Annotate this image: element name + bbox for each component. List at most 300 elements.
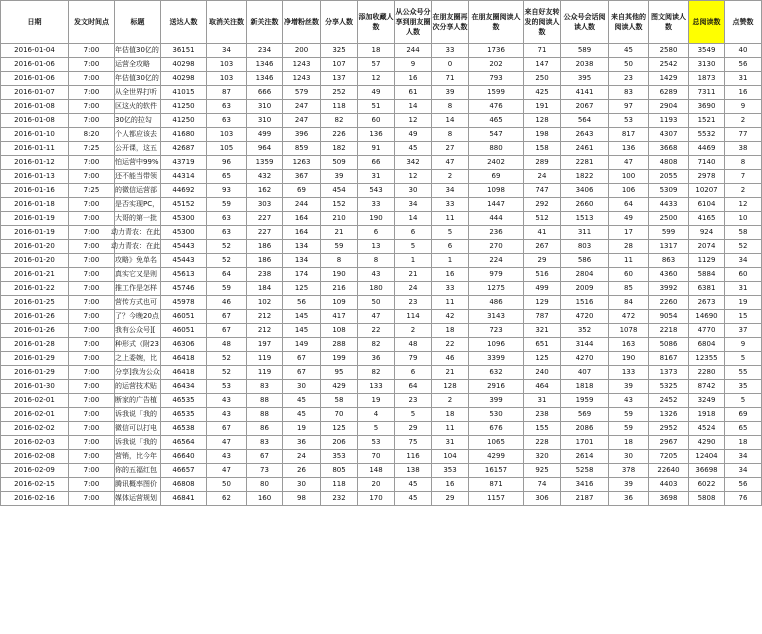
table-cell: 20	[358, 478, 395, 492]
table-cell: 4808	[649, 156, 689, 170]
table-cell: 59	[609, 408, 649, 422]
table-cell: 1157	[469, 492, 524, 506]
table-cell: 56	[725, 478, 762, 492]
table-cell: 7:00	[69, 464, 115, 478]
table-cell: 29	[395, 422, 432, 436]
table-cell: 44692	[161, 184, 207, 198]
table-cell: 2461	[561, 142, 609, 156]
table-cell: 22640	[649, 464, 689, 478]
table-cell: 1	[432, 254, 469, 268]
table-cell: 67	[247, 450, 283, 464]
table-cell: 5258	[561, 464, 609, 478]
table-cell: 964	[247, 142, 283, 156]
table-cell: 569	[561, 408, 609, 422]
table-cell: 55	[725, 366, 762, 380]
table-cell: 7:00	[69, 100, 115, 114]
table-cell: 76	[725, 492, 762, 506]
table-row	[1, 226, 762, 240]
table-cell: 2	[725, 184, 762, 198]
table-cell: 859	[283, 142, 321, 156]
table-cell: 88	[247, 408, 283, 422]
table-cell: 47	[207, 436, 247, 450]
table-cell: 803	[561, 240, 609, 254]
table-cell: 24	[283, 450, 321, 464]
table-cell: 190	[609, 352, 649, 366]
table-cell: 28	[609, 240, 649, 254]
date-cell: 2016-02-01	[1, 394, 69, 408]
table-cell: 88	[247, 394, 283, 408]
table-cell: 1	[395, 254, 432, 268]
table-cell: 9	[725, 100, 762, 114]
table-cell: 45746	[161, 282, 207, 296]
table-cell: 70	[358, 450, 395, 464]
column-header: 来自其他的阅读人数	[609, 1, 649, 44]
title-cell: ，是否实现PC	[115, 198, 161, 212]
table-cell: 1193	[649, 114, 689, 128]
table-cell: 7:00	[69, 156, 115, 170]
table-cell: 871	[469, 478, 524, 492]
table-cell: 395	[561, 72, 609, 86]
table-cell: 34	[207, 44, 247, 58]
table-cell: 44314	[161, 170, 207, 184]
table-cell: 564	[561, 114, 609, 128]
table-row	[1, 170, 762, 184]
table-cell: 216	[321, 282, 358, 296]
table-cell: 3690	[689, 100, 725, 114]
table-cell: 18	[358, 44, 395, 58]
table-cell: 27	[432, 142, 469, 156]
table-cell: 396	[283, 128, 321, 142]
table-cell: 250	[524, 72, 561, 86]
table-cell: 1326	[649, 408, 689, 422]
title-cell: 种形式（附23	[115, 338, 161, 352]
table-cell: 66	[358, 156, 395, 170]
column-header: 标题	[115, 1, 161, 44]
table-cell: 12404	[689, 450, 725, 464]
table-cell: 5309	[649, 184, 689, 198]
table-cell: 45978	[161, 296, 207, 310]
column-header: 新关注数	[247, 1, 283, 44]
table-cell: 2643	[561, 128, 609, 142]
date-cell: 2016-02-16	[1, 492, 69, 506]
table-cell: 1959	[561, 394, 609, 408]
table-cell: 14690	[689, 310, 725, 324]
table-cell: 60	[358, 114, 395, 128]
column-header: 在朋友圈阅读人数	[469, 1, 524, 44]
table-cell: 14	[395, 100, 432, 114]
table-cell: 147	[524, 58, 561, 72]
table-cell: 464	[524, 380, 561, 394]
date-cell: 2016-01-30	[1, 380, 69, 394]
table-cell: 67	[207, 324, 247, 338]
table-cell: 45	[283, 394, 321, 408]
table-row	[1, 436, 762, 450]
table-cell: 33	[432, 282, 469, 296]
table-cell: 1818	[561, 380, 609, 394]
table-cell: 43719	[161, 156, 207, 170]
table-cell: 666	[247, 86, 283, 100]
table-cell: 1098	[469, 184, 524, 198]
table-cell: 148	[358, 464, 395, 478]
table-cell: 1822	[561, 170, 609, 184]
table-cell: 30	[283, 478, 321, 492]
table-cell: 29	[524, 254, 561, 268]
column-header: 来自好友转发的阅读人数	[524, 1, 561, 44]
table-cell: 160	[247, 492, 283, 506]
table-cell: 2187	[561, 492, 609, 506]
table-cell: 114	[395, 310, 432, 324]
table-cell: 7205	[649, 450, 689, 464]
table-cell: 4433	[649, 198, 689, 212]
table-cell: 8167	[649, 352, 689, 366]
table-cell: 97	[609, 100, 649, 114]
table-cell: 43	[358, 268, 395, 282]
table-cell: 7:00	[69, 394, 115, 408]
table-cell: 10207	[689, 184, 725, 198]
table-row	[1, 282, 762, 296]
table-cell: 3143	[469, 310, 524, 324]
table-cell: 190	[321, 268, 358, 282]
date-cell: 2016-01-08	[1, 114, 69, 128]
table-cell: 7:00	[69, 436, 115, 450]
table-cell: 1373	[649, 366, 689, 380]
table-cell: 7:00	[69, 408, 115, 422]
table-cell: 247	[283, 114, 321, 128]
table-cell: 2086	[561, 422, 609, 436]
table-cell: 244	[395, 44, 432, 58]
table-cell: 227	[247, 212, 283, 226]
table-cell: 1521	[689, 114, 725, 128]
table-cell: 1346	[247, 72, 283, 86]
table-cell: 52	[207, 254, 247, 268]
table-cell: 63	[207, 114, 247, 128]
table-cell: 56	[283, 296, 321, 310]
table-cell: 84	[609, 296, 649, 310]
table-cell: 47	[207, 464, 247, 478]
table-row	[1, 156, 762, 170]
table-cell: 102	[247, 296, 283, 310]
table-cell: 1096	[469, 338, 524, 352]
table-cell: 303	[247, 198, 283, 212]
table-cell: 182	[321, 142, 358, 156]
table-cell: 24	[395, 282, 432, 296]
table-cell: 33	[358, 198, 395, 212]
table-cell: 63	[207, 212, 247, 226]
table-cell: 16157	[469, 464, 524, 478]
table-row	[1, 380, 762, 394]
table-cell: 4360	[649, 268, 689, 282]
table-cell: 23	[609, 72, 649, 86]
table-cell: 24	[524, 170, 561, 184]
table-cell: 1513	[561, 212, 609, 226]
table-cell: 270	[469, 240, 524, 254]
table-cell: 512	[524, 212, 561, 226]
table-cell: 5884	[689, 268, 725, 282]
table-cell: 2055	[649, 170, 689, 184]
table-cell: 71	[432, 72, 469, 86]
title-cell: 真实它又是则	[115, 268, 161, 282]
table-cell: 723	[469, 324, 524, 338]
table-cell: 747	[524, 184, 561, 198]
table-row	[1, 324, 762, 338]
table-cell: 83	[247, 436, 283, 450]
table-cell: 6104	[689, 198, 725, 212]
table-cell: 56	[725, 58, 762, 72]
table-cell: 4	[358, 408, 395, 422]
table-row	[1, 72, 762, 86]
table-cell: 103	[207, 72, 247, 86]
table-cell: 36	[358, 352, 395, 366]
table-cell: 599	[649, 226, 689, 240]
table-cell: 67	[207, 310, 247, 324]
table-cell: 509	[321, 156, 358, 170]
table-cell: 2	[725, 114, 762, 128]
table-cell: 36	[609, 492, 649, 506]
table-cell: 46	[432, 352, 469, 366]
table-cell: 67	[283, 366, 321, 380]
table-cell: 134	[283, 240, 321, 254]
table-cell: 52	[207, 352, 247, 366]
table-cell: 7:00	[69, 296, 115, 310]
table-row	[1, 100, 762, 114]
table-cell: 2673	[689, 296, 725, 310]
table-cell: 91	[358, 142, 395, 156]
table-cell: 199	[321, 352, 358, 366]
table-cell: 6381	[689, 282, 725, 296]
table-cell: 103	[207, 58, 247, 72]
table-cell: 74	[524, 478, 561, 492]
table-cell: 64	[609, 198, 649, 212]
table-cell: 41250	[161, 114, 207, 128]
table-cell: 3130	[689, 58, 725, 72]
table-cell: 3668	[649, 142, 689, 156]
table-cell: 7:00	[69, 226, 115, 240]
table-cell: 138	[395, 464, 432, 478]
table-row	[1, 58, 762, 72]
table-cell: 162	[247, 184, 283, 198]
table-cell: 4141	[561, 86, 609, 100]
table-cell: 46418	[161, 352, 207, 366]
table-cell: 2067	[561, 100, 609, 114]
table-cell: 2218	[649, 324, 689, 338]
table-cell: 70	[321, 408, 358, 422]
table-cell: 6	[432, 240, 469, 254]
table-cell: 43	[207, 394, 247, 408]
table-cell: 13	[358, 240, 395, 254]
table-cell: 289	[524, 156, 561, 170]
table-cell: 37	[725, 324, 762, 338]
table-cell: 4770	[689, 324, 725, 338]
title-cell: 诉我说「我的	[115, 408, 161, 422]
table-cell: 98	[283, 492, 321, 506]
date-cell: 2016-02-08	[1, 450, 69, 464]
table-cell: 14	[432, 114, 469, 128]
title-cell: 媒体运营规划	[115, 492, 161, 506]
table-cell: 22	[432, 338, 469, 352]
table-cell: 227	[247, 226, 283, 240]
title-cell: 的微信运营部	[115, 184, 161, 198]
table-cell: 417	[321, 310, 358, 324]
title-cell: 年估值30亿的	[115, 44, 161, 58]
table-cell: 40298	[161, 58, 207, 72]
table-cell: 7:00	[69, 450, 115, 464]
table-cell: 2804	[561, 268, 609, 282]
table-cell: 3406	[561, 184, 609, 198]
table-cell: 232	[321, 492, 358, 506]
table-cell: 48	[207, 338, 247, 352]
table-cell: 46808	[161, 478, 207, 492]
title-cell: 个人都应该去	[115, 128, 161, 142]
table-cell: 5532	[689, 128, 725, 142]
date-cell: 2016-02-15	[1, 478, 69, 492]
table-cell: 7:25	[69, 184, 115, 198]
column-header: 分享人数	[321, 1, 358, 44]
table-cell: 4403	[649, 478, 689, 492]
date-cell: 2016-01-19	[1, 212, 69, 226]
table-cell: 62	[207, 492, 247, 506]
table-cell: 226	[321, 128, 358, 142]
table-cell: 793	[469, 72, 524, 86]
table-cell: 2500	[649, 212, 689, 226]
table-cell: 1346	[247, 58, 283, 72]
table-cell: 321	[524, 324, 561, 338]
table-cell: 125	[283, 282, 321, 296]
table-cell: 579	[283, 86, 321, 100]
table-cell: 198	[524, 128, 561, 142]
table-cell: 1065	[469, 436, 524, 450]
table-body	[1, 44, 762, 506]
table-cell: 45152	[161, 198, 207, 212]
table-row	[1, 422, 762, 436]
table-cell: 145	[283, 324, 321, 338]
table-cell: 134	[283, 254, 321, 268]
date-cell: 2016-02-09	[1, 464, 69, 478]
table-cell: 52	[207, 240, 247, 254]
table-cell: 787	[524, 310, 561, 324]
table-cell: 42687	[161, 142, 207, 156]
table-cell: 39	[321, 170, 358, 184]
table-row	[1, 128, 762, 142]
table-row	[1, 352, 762, 366]
table-cell: 31	[432, 436, 469, 450]
table-cell: 49	[358, 86, 395, 100]
table-cell: 925	[524, 464, 561, 478]
table-cell: 472	[609, 310, 649, 324]
table-cell: 53	[207, 380, 247, 394]
table-row	[1, 240, 762, 254]
date-cell: 2016-01-29	[1, 366, 69, 380]
table-cell: 234	[247, 44, 283, 58]
table-cell: 36151	[161, 44, 207, 58]
table-cell: 49	[609, 212, 649, 226]
title-cell: 区这火的软件	[115, 100, 161, 114]
table-cell: 35	[725, 380, 762, 394]
table-cell: 69	[283, 184, 321, 198]
table-cell: 3399	[469, 352, 524, 366]
table-cell: 46051	[161, 324, 207, 338]
table-cell: 108	[321, 324, 358, 338]
table-cell: 499	[524, 282, 561, 296]
table-cell: 1263	[283, 156, 321, 170]
table-cell: 11	[432, 422, 469, 436]
table-cell: 5	[358, 422, 395, 436]
table-cell: 45	[395, 492, 432, 506]
table-cell: 155	[524, 422, 561, 436]
table-row	[1, 268, 762, 282]
table-cell: 2281	[561, 156, 609, 170]
table-cell: 292	[524, 198, 561, 212]
table-cell: 197	[247, 338, 283, 352]
table-cell: 238	[524, 408, 561, 422]
table-row	[1, 450, 762, 464]
table-cell: 399	[469, 394, 524, 408]
table-row	[1, 296, 762, 310]
table-cell: 96	[207, 156, 247, 170]
table-cell: 136	[358, 128, 395, 142]
table-cell: 7:00	[69, 324, 115, 338]
date-cell: 2016-01-12	[1, 156, 69, 170]
table-cell: 34	[725, 450, 762, 464]
table-cell: 7:00	[69, 282, 115, 296]
title-cell: 动力青农：在此	[115, 226, 161, 240]
table-cell: 210	[321, 212, 358, 226]
table-cell: 46640	[161, 450, 207, 464]
table-row	[1, 114, 762, 128]
table-cell: 60	[609, 268, 649, 282]
title-cell: 怕运营中99%	[115, 156, 161, 170]
table-cell: 23	[395, 394, 432, 408]
title-cell: 运营全攻略	[115, 58, 161, 72]
table-cell: 36	[283, 436, 321, 450]
date-cell: 2016-01-04	[1, 44, 69, 58]
column-header: 总阅读数	[689, 1, 725, 44]
table-cell: 486	[469, 296, 524, 310]
date-cell: 2016-01-13	[1, 170, 69, 184]
title-cell: ][我有公众号	[115, 324, 161, 338]
table-cell: 7:00	[69, 338, 115, 352]
table-cell: 46418	[161, 366, 207, 380]
table-cell: 133	[609, 366, 649, 380]
table-cell: 547	[469, 128, 524, 142]
table-cell: 83	[609, 86, 649, 100]
table-cell: 1599	[469, 86, 524, 100]
date-cell: 2016-01-28	[1, 338, 69, 352]
column-header: 添加收藏人数	[358, 1, 395, 44]
table-cell: 45	[395, 478, 432, 492]
date-cell: 2016-01-16	[1, 184, 69, 198]
table-cell: 63	[207, 226, 247, 240]
table-cell: 69	[725, 408, 762, 422]
table-cell: 46841	[161, 492, 207, 506]
table-cell: 17	[609, 226, 649, 240]
table-cell: 1516	[561, 296, 609, 310]
table-cell: 174	[283, 268, 321, 282]
table-cell: 7311	[689, 86, 725, 100]
table-cell: 93	[207, 184, 247, 198]
table-cell: 71	[524, 44, 561, 58]
table-cell: 6	[395, 226, 432, 240]
table-cell: 21	[395, 268, 432, 282]
table-cell: 59	[321, 240, 358, 254]
table-cell: 4165	[689, 212, 725, 226]
table-cell: 184	[247, 282, 283, 296]
table-cell: 31	[358, 170, 395, 184]
table-cell: 353	[321, 450, 358, 464]
table-cell: 212	[247, 324, 283, 338]
title-cell: 30亿的拉勾	[115, 114, 161, 128]
table-cell: 12	[358, 72, 395, 86]
table-cell: 116	[395, 450, 432, 464]
